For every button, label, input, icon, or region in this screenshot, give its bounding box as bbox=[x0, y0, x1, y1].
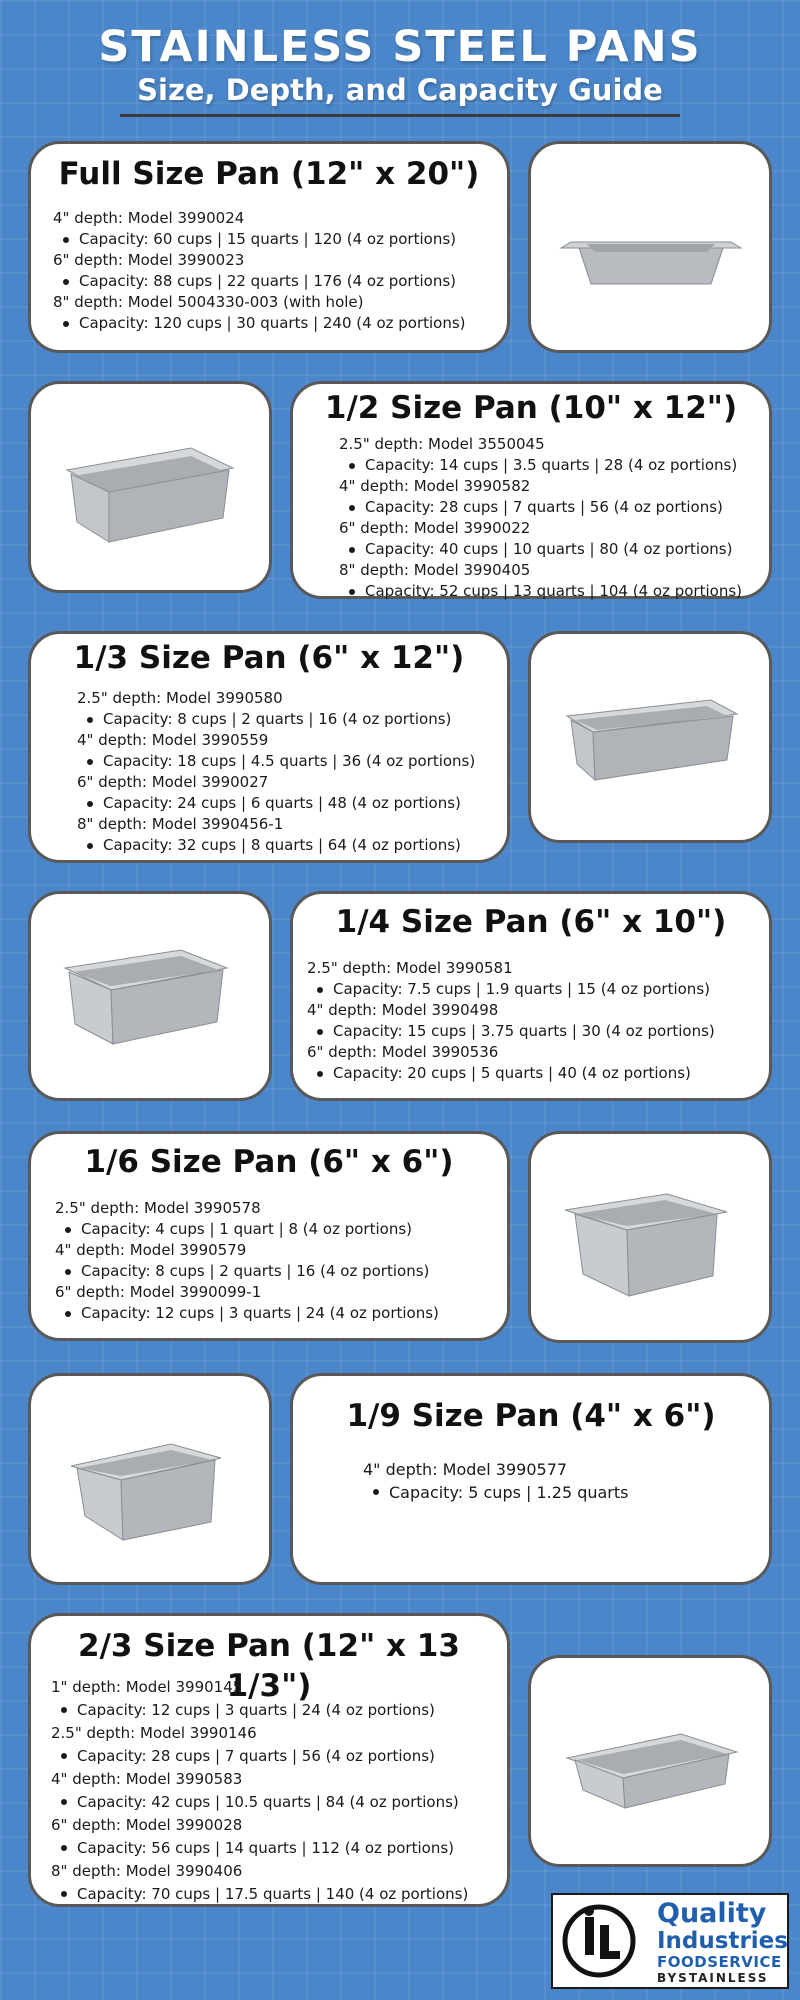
depth-line: 8" depth: Model 3990456-1 bbox=[77, 815, 284, 833]
title-underline bbox=[120, 114, 680, 117]
capacity-line: Capacity: 88 cups | 22 quarts | 176 (4 oz portions) bbox=[53, 271, 466, 292]
capacity-line: Capacity: 70 cups | 17.5 quarts | 140 (4 oz portions) bbox=[51, 1883, 468, 1906]
logo-text-quality: Quality bbox=[657, 1898, 767, 1929]
depth-line: 4" depth: Model 3990024 bbox=[53, 209, 245, 227]
pan-title: 1/6 Size Pan (6" x 6") bbox=[84, 1144, 454, 1180]
depth-line: 8" depth: Model 3990405 bbox=[339, 561, 531, 579]
pan-card-third-size bbox=[28, 631, 510, 863]
depth-line: 6" depth: Model 3990536 bbox=[307, 1043, 499, 1061]
depth-line: 2.5" depth: Model 3990581 bbox=[307, 959, 513, 977]
depth-line: 8" depth: Model 5004330-003 (with hole) bbox=[53, 293, 364, 311]
half-size-pan-image bbox=[31, 384, 269, 590]
depth-line: 2.5" depth: Model 3990580 bbox=[77, 689, 283, 707]
page-subtitle: Size, Depth, and Capacity Guide bbox=[137, 73, 663, 107]
depth-line: 4" depth: Model 3990498 bbox=[307, 1001, 499, 1019]
pan-image-card bbox=[528, 1655, 772, 1867]
depth-line: 6" depth: Model 3990023 bbox=[53, 251, 245, 269]
depth-line: 8" depth: Model 3990406 bbox=[51, 1862, 243, 1880]
capacity-line: Capacity: 120 cups | 30 quarts | 240 (4 oz portions) bbox=[53, 313, 466, 334]
depth-line: 4" depth: Model 3990582 bbox=[339, 477, 531, 495]
page-title: STAINLESS STEEL PANS bbox=[98, 22, 702, 72]
capacity-line: Capacity: 14 cups | 3.5 quarts | 28 (4 oz portions) bbox=[339, 455, 742, 476]
capacity-line: Capacity: 56 cups | 14 quarts | 112 (4 oz portions) bbox=[51, 1837, 468, 1860]
capacity-line: Capacity: 5 cups | 1.25 quarts bbox=[363, 1481, 629, 1504]
capacity-line: Capacity: 28 cups | 7 quarts | 56 (4 oz portions) bbox=[339, 497, 742, 518]
pan-specs bbox=[307, 958, 715, 1084]
capacity-line: Capacity: 18 cups | 4.5 quarts | 36 (4 oz portions) bbox=[77, 751, 475, 772]
capacity-line: Capacity: 24 cups | 6 quarts | 48 (4 oz portions) bbox=[77, 793, 475, 814]
pan-specs bbox=[77, 688, 475, 856]
depth-line: 6" depth: Model 3990027 bbox=[77, 773, 269, 791]
pan-card-quarter-size bbox=[290, 891, 772, 1101]
depth-line: 2.5" depth: Model 3990146 bbox=[51, 1724, 257, 1742]
pan-card-two-thirds-size bbox=[28, 1613, 510, 1907]
two-thirds-size-pan-image bbox=[531, 1658, 769, 1864]
pan-image-card bbox=[28, 381, 272, 593]
pan-specs bbox=[339, 434, 742, 602]
pan-image-card bbox=[528, 631, 772, 843]
capacity-line: Capacity: 8 cups | 2 quarts | 16 (4 oz portions) bbox=[77, 709, 475, 730]
depth-line: 2.5" depth: Model 3550045 bbox=[339, 435, 545, 453]
capacity-line: Capacity: 7.5 cups | 1.9 quarts | 15 (4 oz portions) bbox=[307, 979, 715, 1000]
logo-text-industries: Industries bbox=[657, 1928, 788, 1954]
capacity-line: Capacity: 8 cups | 2 quarts | 16 (4 oz portions) bbox=[55, 1261, 439, 1282]
brand-logo bbox=[551, 1893, 789, 1989]
pan-image-card bbox=[28, 1373, 272, 1585]
third-size-pan-image bbox=[531, 634, 769, 840]
pan-image-card bbox=[528, 141, 772, 353]
pan-specs bbox=[55, 1198, 439, 1324]
depth-line: 6" depth: Model 3990022 bbox=[339, 519, 531, 537]
depth-line: 4" depth: Model 3990559 bbox=[77, 731, 269, 749]
pan-card-full-size bbox=[28, 141, 510, 353]
pan-title: 1/9 Size Pan (4" x 6") bbox=[346, 1398, 716, 1434]
pan-title: 1/3 Size Pan (6" x 12") bbox=[73, 640, 465, 676]
logo-text-bystainless: BYSTAINLESS bbox=[657, 1971, 769, 1985]
capacity-line: Capacity: 4 cups | 1 quart | 8 (4 oz portions) bbox=[55, 1219, 439, 1240]
page-header bbox=[0, 22, 800, 117]
pan-title: 1/2 Size Pan (10" x 12") bbox=[324, 390, 738, 426]
capacity-line: Capacity: 12 cups | 3 quarts | 24 (4 oz portions) bbox=[51, 1699, 468, 1722]
depth-line: 4" depth: Model 3990577 bbox=[363, 1460, 568, 1479]
depth-line: 4" depth: Model 3990579 bbox=[55, 1241, 247, 1259]
depth-line: 6" depth: Model 3990099-1 bbox=[55, 1283, 262, 1301]
depth-line: 1" depth: Model 3990145 bbox=[51, 1678, 243, 1696]
pan-image-card bbox=[528, 1131, 772, 1343]
pan-title: 1/4 Size Pan (6" x 10") bbox=[335, 904, 727, 940]
pan-card-sixth-size bbox=[28, 1131, 510, 1341]
pan-image-card bbox=[28, 891, 272, 1101]
depth-line: 4" depth: Model 3990583 bbox=[51, 1770, 243, 1788]
full-size-pan-image bbox=[531, 144, 769, 350]
pan-specs bbox=[51, 1676, 468, 1906]
capacity-line: Capacity: 28 cups | 7 quarts | 56 (4 oz portions) bbox=[51, 1745, 468, 1768]
capacity-line: Capacity: 32 cups | 8 quarts | 64 (4 oz portions) bbox=[77, 835, 475, 856]
pan-specs bbox=[53, 208, 466, 334]
quality-industries-logo-icon bbox=[561, 1903, 637, 1979]
capacity-line: Capacity: 52 cups | 13 quarts | 104 (4 oz portions) bbox=[339, 581, 742, 602]
pan-card-half-size bbox=[290, 381, 772, 599]
ninth-size-pan-image bbox=[31, 1376, 269, 1582]
depth-line: 6" depth: Model 3990028 bbox=[51, 1816, 243, 1834]
capacity-line: Capacity: 40 cups | 10 quarts | 80 (4 oz portions) bbox=[339, 539, 742, 560]
capacity-line: Capacity: 15 cups | 3.75 quarts | 30 (4 oz portions) bbox=[307, 1021, 715, 1042]
pan-card-ninth-size bbox=[290, 1373, 772, 1585]
pan-specs bbox=[363, 1458, 629, 1504]
sixth-size-pan-image bbox=[531, 1134, 769, 1340]
quarter-size-pan-image bbox=[31, 894, 269, 1098]
capacity-line: Capacity: 42 cups | 10.5 quarts | 84 (4 oz portions) bbox=[51, 1791, 468, 1814]
capacity-line: Capacity: 20 cups | 5 quarts | 40 (4 oz portions) bbox=[307, 1063, 715, 1084]
pan-title: 2/3 Size Pan (12" x 13 1/3") bbox=[78, 1628, 460, 1704]
capacity-line: Capacity: 60 cups | 15 quarts | 120 (4 oz portions) bbox=[53, 229, 466, 250]
depth-line: 2.5" depth: Model 3990578 bbox=[55, 1199, 261, 1217]
logo-text-foodservice: FOODSERVICE bbox=[657, 1953, 782, 1971]
capacity-line: Capacity: 12 cups | 3 quarts | 24 (4 oz portions) bbox=[55, 1303, 439, 1324]
pan-title: Full Size Pan (12" x 20") bbox=[58, 156, 480, 192]
